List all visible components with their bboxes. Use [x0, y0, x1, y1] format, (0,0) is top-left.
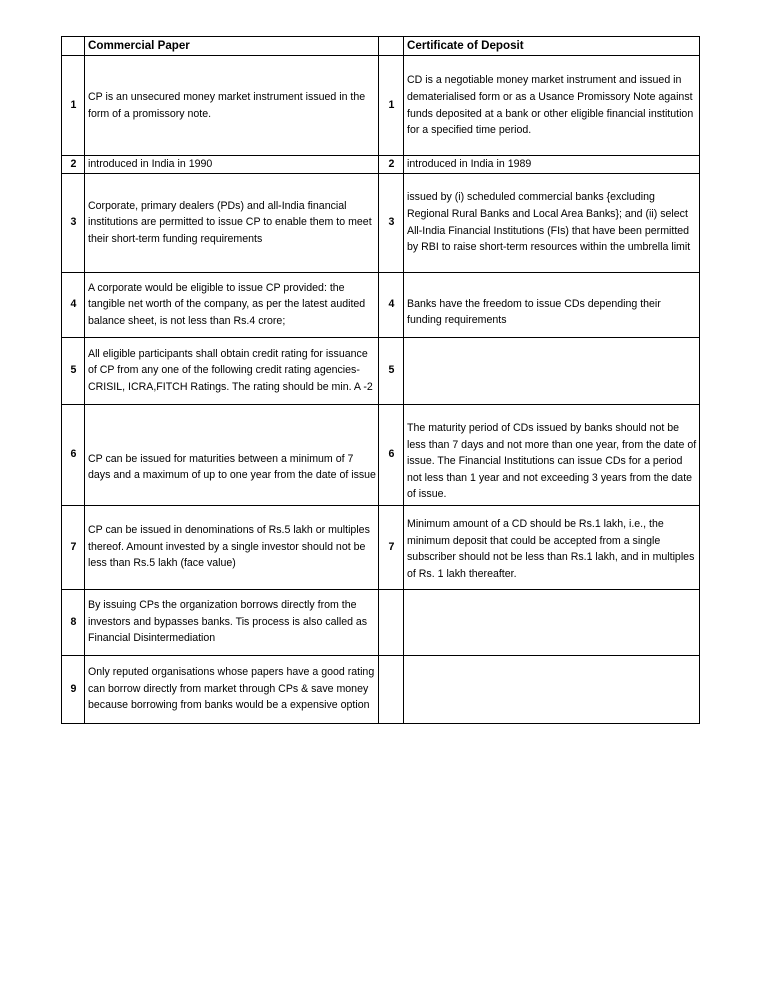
certificate-of-deposit-cell[interactable]: issued by (i) scheduled commercial banks {excluding Regional Rural Banks and Local Area Banks}; and (ii) select All-India Financial Institutions (FIs) that have been permitted by RBI to raise short-term resources within the umbrella limit [404, 173, 700, 272]
commercial-paper-cell[interactable]: Corporate, primary dealers (PDs) and all-India financial institutions are permitted to issue CP to enable them to meet their short-term funding requirements [85, 173, 379, 272]
certificate-of-deposit-cell[interactable]: Minimum amount of a CD should be Rs.1 lakh, i.e., the minimum deposit that could be accepted from a single subscriber should not be less than Rs.1 lakh, and in multiples of Rs. 1 lakh thereafter. [404, 505, 700, 589]
table-row [62, 337, 700, 404]
commercial-paper-cell[interactable]: CP can be issued in denominations of Rs.5 lakh or multiples thereof. Amount invested by a single investor should not be less than Rs.5 lakh (face value) [85, 505, 379, 589]
certificate-of-deposit-cell[interactable]: The maturity period of CDs issued by banks should not be less than 7 days and not more than one year, from the date of issue. The Financial Institutions can issue CDs for a period not less than 1 year and not exceeding 3 years from the date of issue. [404, 404, 700, 505]
row-number-right[interactable] [379, 655, 404, 723]
table-row [62, 505, 700, 589]
row-number-left[interactable]: 2 [62, 156, 85, 174]
commercial-paper-cell[interactable]: Only reputed organisations whose papers have a good rating can borrow directly from market through CPs & save money because borrowing from banks would be a expensive option [85, 655, 379, 723]
commercial-paper-cell[interactable]: CP is an unsecured money market instrument issued in the form of a promissory note. [85, 56, 379, 156]
row-number-left[interactable]: 9 [62, 655, 85, 723]
commercial-paper-cell[interactable]: introduced in India in 1990 [85, 156, 379, 174]
comparison-table [61, 36, 700, 724]
header-row [62, 37, 700, 56]
row-number-right[interactable]: 2 [379, 156, 404, 174]
header-certificate-of-deposit[interactable]: Certificate of Deposit [404, 37, 700, 56]
certificate-of-deposit-cell[interactable] [404, 337, 700, 404]
row-number-left[interactable]: 7 [62, 505, 85, 589]
row-number-right[interactable]: 5 [379, 337, 404, 404]
header-commercial-paper[interactable]: Commercial Paper [85, 37, 379, 56]
table-row [62, 655, 700, 723]
row-number-right[interactable]: 4 [379, 272, 404, 337]
row-number-left[interactable]: 8 [62, 589, 85, 655]
row-number-left[interactable]: 1 [62, 56, 85, 156]
row-number-right[interactable]: 3 [379, 173, 404, 272]
table-row [62, 589, 700, 655]
commercial-paper-cell[interactable]: A corporate would be eligible to issue CP provided: the tangible net worth of the company, as per the latest audited balance sheet, is not less than Rs.4 crore; [85, 272, 379, 337]
table-row [62, 272, 700, 337]
commercial-paper-cell[interactable]: By issuing CPs the organization borrows directly from the investors and bypasses banks. Tis process is also called as Financial Disintermediation [85, 589, 379, 655]
table-row [62, 173, 700, 272]
certificate-of-deposit-cell[interactable] [404, 655, 700, 723]
row-number-left[interactable]: 6 [62, 404, 85, 505]
header-number-right[interactable] [379, 37, 404, 56]
row-number-left[interactable]: 5 [62, 337, 85, 404]
row-number-right[interactable]: 7 [379, 505, 404, 589]
row-number-right[interactable]: 6 [379, 404, 404, 505]
certificate-of-deposit-cell[interactable] [404, 589, 700, 655]
row-number-right[interactable]: 1 [379, 56, 404, 156]
table-row [62, 156, 700, 174]
row-number-left[interactable]: 3 [62, 173, 85, 272]
certificate-of-deposit-cell[interactable]: CD is a negotiable money market instrument and issued in dematerialised form or as a Usance Promissory Note against funds deposited at a bank or other eligible financial institution for a specified time period. [404, 56, 700, 156]
spreadsheet-sheet [61, 36, 700, 724]
certificate-of-deposit-cell[interactable]: Banks have the freedom to issue CDs depending their funding requirements [404, 272, 700, 337]
table-row [62, 404, 700, 505]
commercial-paper-cell[interactable]: CP can be issued for maturities between a minimum of 7 days and a maximum of up to one year from the date of issue [85, 404, 379, 505]
header-number-left[interactable] [62, 37, 85, 56]
row-number-right[interactable] [379, 589, 404, 655]
table-row [62, 56, 700, 156]
certificate-of-deposit-cell[interactable]: introduced in India in 1989 [404, 156, 700, 174]
row-number-left[interactable]: 4 [62, 272, 85, 337]
commercial-paper-cell[interactable]: All eligible participants shall obtain credit rating for issuance of CP from any one of the following credit rating agencies- CRISIL, ICRA,FITCH Ratings. The rating should be min. A -2 [85, 337, 379, 404]
